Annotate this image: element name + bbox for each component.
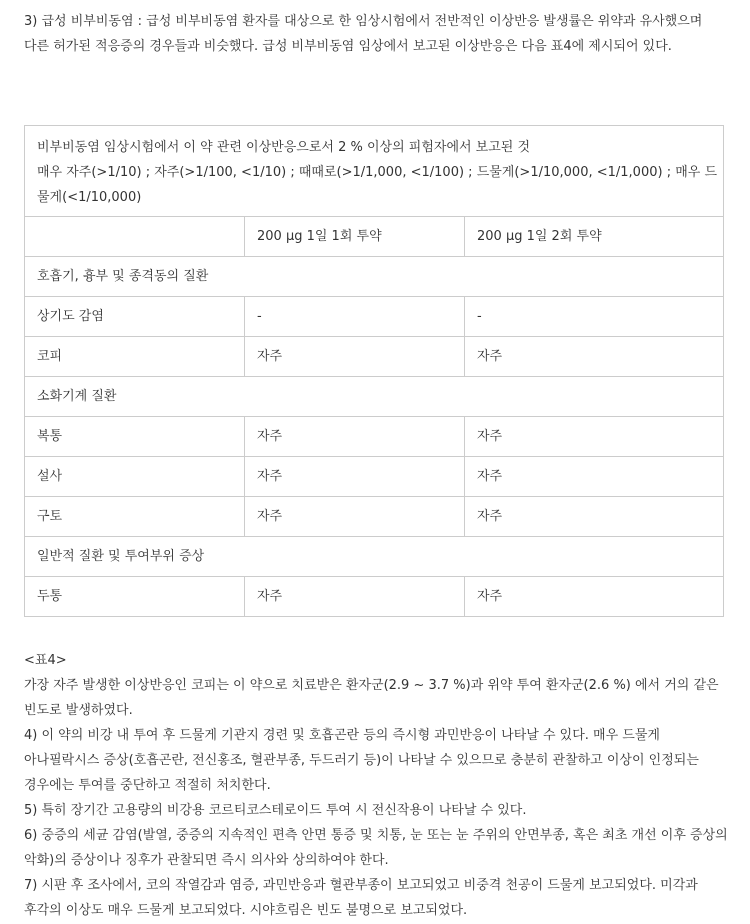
frequency-once-daily: 자주 <box>245 457 465 497</box>
table-row <box>25 337 724 377</box>
table-caption: <표4> <box>24 653 67 668</box>
paragraph-6: 6) 중증의 세균 감염(발열, 중증의 지속적인 편측 안면 통증 및 치통, 눈 또는 눈 주위의 안면부종, 혹은 최초 개선 이후 증상의 악화)의 증상이나 징후가 관찰되면 즉시 의사와 상의하여야 한다. <box>24 828 728 868</box>
section-heading: 호흡기, 흉부 및 종격동의 질환 <box>25 257 724 297</box>
bottom-text <box>24 648 729 923</box>
column-header-row <box>25 217 724 257</box>
frequency-twice-daily: 자주 <box>465 337 724 377</box>
table-row <box>25 497 724 537</box>
frequency-twice-daily: - <box>465 297 724 337</box>
reaction-name: 상기도 감염 <box>25 297 245 337</box>
frequency-twice-daily: 자주 <box>465 497 724 537</box>
section-heading: 일반적 질환 및 투여부위 증상 <box>25 537 724 577</box>
section-row <box>25 257 724 297</box>
reaction-name: 구토 <box>25 497 245 537</box>
paragraph-epistaxis: 가장 자주 발생한 이상반응인 코피는 이 약으로 치료받은 환자군(2.9 ~ 3.7 %)과 위약 투여 환자군(2.6 %) 에서 거의 같은 빈도로 발생하였다. <box>24 678 719 718</box>
reaction-name: 설사 <box>25 457 245 497</box>
frequency-twice-daily: 자주 <box>465 457 724 497</box>
section-row <box>25 377 724 417</box>
adverse-reaction-table <box>24 125 724 617</box>
table-header-row <box>25 126 724 217</box>
table-header-frequency-legend: 매우 자주(>1/10) ; 자주(>1/100, <1/10) ; 때때로(>1/1,000, <1/100) ; 드물게(>1/10,000, <1/1,000) ; 매우 드물게(<1/10,000) <box>37 164 718 205</box>
reaction-name: 복통 <box>25 417 245 457</box>
section-heading: 소화기계 질환 <box>25 377 724 417</box>
table-header-cell <box>25 126 724 217</box>
frequency-once-daily: 자주 <box>245 577 465 617</box>
paragraph-7: 7) 시판 후 조사에서, 코의 작열감과 염증, 과민반응과 혈관부종이 보고되었고 비중격 천공이 드물게 보고되었다. 미각과 후각의 이상도 매우 드물게 보고되었다. 시야흐림은 빈도 불명으로 보고되었다. <box>24 878 698 918</box>
paragraph-4: 4) 이 약의 비강 내 투여 후 드물게 기관지 경련 및 호흡곤란 등의 즉시형 과민반응이 나타날 수 있다. 매우 드물게 아나필락시스 증상(호흡곤란, 전신홍조, 혈관부종, 두드러기 등)이 나타날 수 있으므로 충분히 관찰하고 이상이 인정되는 경우에는 투여를 중단하고 적절히 처치한다. <box>24 728 699 793</box>
table-row <box>25 457 724 497</box>
frequency-twice-daily: 자주 <box>465 417 724 457</box>
intro-paragraph: 3) 급성 비부비동염 : 급성 비부비동염 환자를 대상으로 한 임상시험에서 전반적인 이상반응 발생률은 위약과 유사했으며 다른 허가된 적응증의 경우들과 비슷했다. 급성 비부비동염 임상에서 보고된 이상반응은 다음 표4에 제시되어 있다. <box>24 14 703 54</box>
paragraph-5: 5) 특히 장기간 고용량의 비강용 코르티코스테로이드 투여 시 전신작용이 나타날 수 있다. <box>24 803 527 818</box>
column-header-twice-daily: 200 μg 1일 2회 투약 <box>465 217 724 257</box>
table-row <box>25 417 724 457</box>
section-row <box>25 537 724 577</box>
frequency-once-daily: 자주 <box>245 337 465 377</box>
table-header-title: 비부비동염 임상시험에서 이 약 관련 이상반응으로서 2 % 이상의 피험자에서 보고된 것 <box>37 139 531 155</box>
reaction-name: 코피 <box>25 337 245 377</box>
frequency-once-daily: - <box>245 297 465 337</box>
table-row <box>25 297 724 337</box>
table-row <box>25 577 724 617</box>
frequency-once-daily: 자주 <box>245 497 465 537</box>
frequency-twice-daily: 자주 <box>465 577 724 617</box>
frequency-once-daily: 자주 <box>245 417 465 457</box>
column-header-empty <box>25 217 245 257</box>
reaction-name: 두통 <box>25 577 245 617</box>
column-header-once-daily: 200 μg 1일 1회 투약 <box>245 217 465 257</box>
